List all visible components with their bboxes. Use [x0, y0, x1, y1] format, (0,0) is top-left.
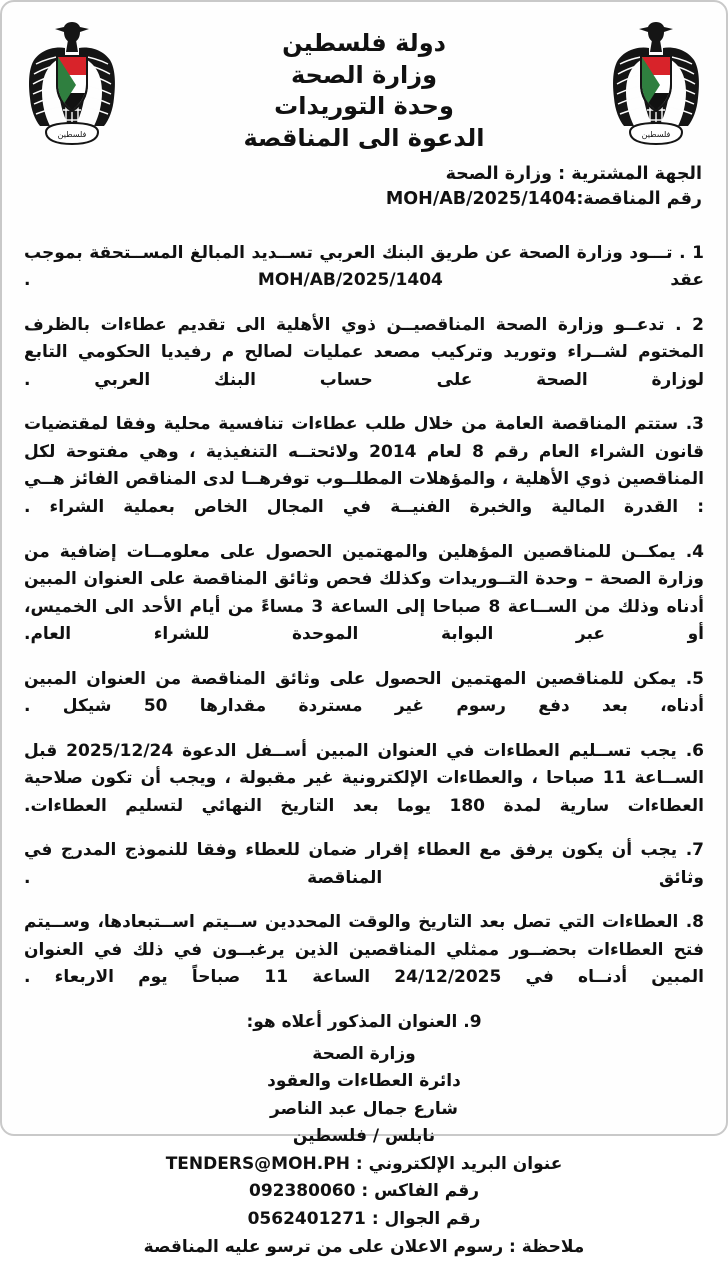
clause-number: 2 . [675, 314, 704, 335]
clause-text: يجب تســليم العطاءات في العنوان المبين أســفل الدعوة 2025/12/24 قبل الســاعة 11 صباحا ، والعطاءات الإلكترونية غير مقبولة ، ويجب أن تكون صلاحية العطاءات سارية لمدة 180 يوما بعد التاريخ النهائي لتسليم العطاءات. [24, 740, 704, 816]
clause-number: 5. [685, 668, 705, 689]
clause-number: 6. [685, 740, 704, 761]
clause-text: العطاءات التي تصل بعد التاريخ والوقت المحددين ســيتم اســتبعادها، وســيتم فتح العطاءات بحضــور ممثلي المناقصين الذين يرغبــون في ذلك في العنوان المبين أدنــاه في 24/12/2025 الساعة 11 صباحاً يوم الاربعاء . [24, 912, 704, 988]
clause-text: تدعــو وزارة الصحة المناقصيــن ذوي الأهلية الى تقديم عطاءات بالظرف المختوم لشــراء وتوريد وتركيب مصعد عمليات لصالح م رفيديا الحكومي التابع لوزارة الصحة على حساب البنك العربي . [24, 314, 704, 390]
clause-item [24, 539, 704, 649]
mobile-label: رقم الجوال : [371, 1208, 481, 1229]
clause-item [24, 837, 704, 892]
fax-label: رقم الفاكس : [361, 1181, 480, 1202]
advertisement-fee-note: ملاحظة : رسوم الاعلان على من ترسو عليه المناقصة [143, 1237, 585, 1258]
clause-text: يمكن للمناقصين المهتمين الحصول على وثائق المناقصة من العنوان المبين أدناه، بعد دفع رسوم غير مستردة مقدارها 50 شيكل . [24, 668, 704, 717]
clause-item [24, 312, 704, 395]
email-label: عنوان البريد الإلكتروني : [355, 1153, 563, 1174]
clause-number: 3. [685, 414, 704, 435]
document-title-block [120, 16, 608, 155]
clause-text: يجب أن يكون يرفق مع العطاء إقرار ضمان للعطاء وفقا للنموذج المدرج في وثائق المناقصة . [24, 840, 704, 888]
clause-text: ستتم المناقصة العامة من خلال طلب عطاءات تنافسية محلية وفقا لمقتضيات قانون الشراء العام رقم 8 لعام 2014 ولائحتــه التنفيذية ، وهي مفتوحة لكل المناقصين ذوي الأهلية ، والمؤهلات المطلــوب توفرهــا لدى المناقص الفائز هــي : القدرة المالية والخبرة الفنيــة في المجال الخاص بعملية الشراء . [24, 414, 704, 517]
tender-clauses-list [16, 217, 712, 1037]
clause-item [24, 738, 704, 821]
clause-text: يمكــن للمناقصين المؤهلين والمهتمين الحصول على معلومــات إضافية من وزارة الصحة – وحدة التــوريدات وكذلك فحص وثائق المناقصة على العنوان المبين أدناه وذلك من الســاعة 8 صباحا إلى الساعة 3 مساءً من أيام الأحد الى الخميس، أو عبر البوابة الموحدة للشراء العام. [24, 541, 704, 645]
clause-number: 8. [685, 912, 704, 933]
clause-item [24, 411, 704, 521]
tender-number-value: MOH/AB/2025/1404 [385, 189, 577, 210]
clause-item [24, 909, 704, 992]
address-street: شارع جمال عبد الناصر [270, 1098, 458, 1119]
email-value: TENDERS@MOH.PH [165, 1153, 350, 1174]
palestine-coat-of-arms-eagle-of-saladin-icon [608, 16, 704, 158]
clause-text: تـــود وزارة الصحة عن طريق البنك العربي تســديد المبالغ المســتحقة بموجب عقد MOH/AB/2025/1404 . [24, 242, 704, 291]
clause-item [24, 1009, 704, 1037]
address-city-country: نابلس / فلسطين [292, 1126, 436, 1147]
contact-fax [24, 1178, 704, 1206]
clause-text: العنوان المذكور أعلاه هو: [246, 1011, 458, 1032]
mobile-value: 0562401271 [247, 1208, 366, 1229]
contact-email [24, 1151, 704, 1179]
clause-item [24, 240, 704, 295]
contact-mobile [24, 1206, 704, 1234]
clause-number: 4. [685, 541, 704, 562]
clause-item [24, 666, 704, 721]
fax-value: 092380060 [248, 1181, 356, 1202]
purchasing-entity: الجهة المشترية : وزارة الصحة [445, 164, 702, 184]
clause-number: 9. [463, 1011, 482, 1032]
title-line-ministry: وزارة الصحة [290, 60, 438, 89]
emblem-scroll-caption: فلسطين [641, 130, 671, 139]
title-line-subject: الدعوة الى المناقصة [243, 124, 485, 153]
clause-number: 1 . [679, 242, 704, 263]
tender-meta [16, 160, 712, 213]
tender-number [26, 187, 702, 212]
document-header [16, 12, 712, 166]
emblem-scroll-caption: فلسطين [57, 130, 87, 139]
title-line-country: دولة فلسطين [282, 29, 446, 57]
palestine-coat-of-arms-eagle-of-saladin-icon [24, 16, 120, 158]
clause-number: 7. [685, 840, 704, 861]
tender-number-label: رقم المناقصة: [576, 189, 702, 210]
address-ministry: وزارة الصحة [312, 1043, 416, 1064]
address-department: دائرة العطاءات والعقود [267, 1071, 461, 1092]
title-line-unit: وحدة التوريدات [274, 92, 454, 121]
